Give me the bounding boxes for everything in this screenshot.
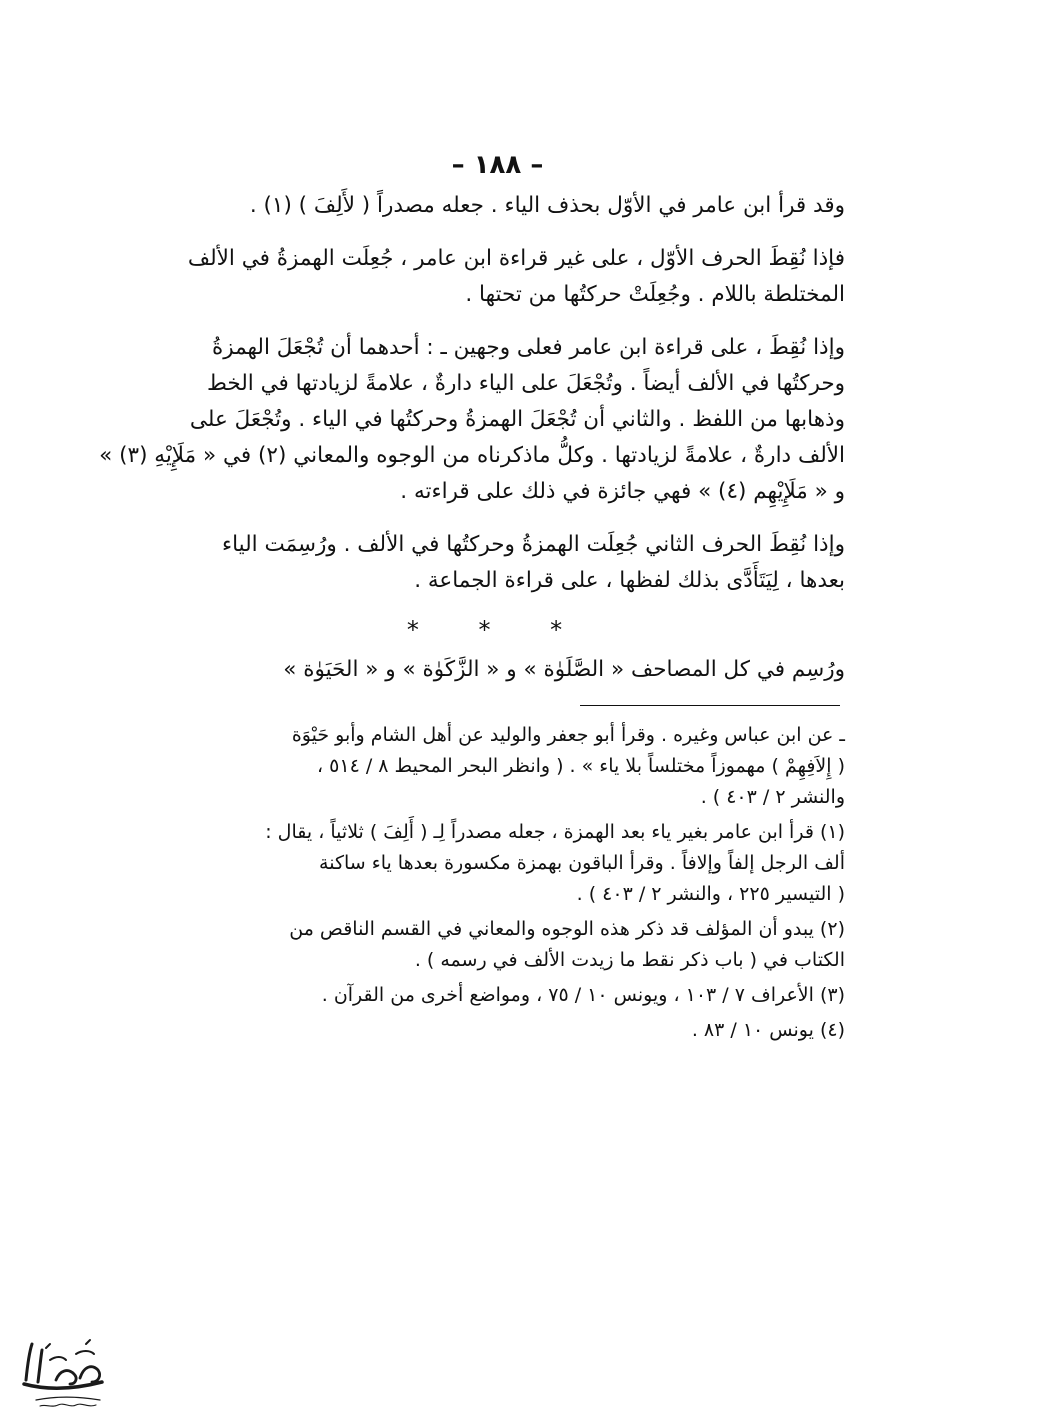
text-line: فإذا نُقِطَ الحرف الأوّل ، على غير قراءة ابن عامر ، جُعِلَت الهمزةُ في الألف	[187, 246, 845, 271]
text-line: وحركتُها في الألف أيضاً . وتُجْعَلَ على الياء دارةٌ ، علامةً لزيادتها في الخط	[206, 371, 845, 396]
paragraph-3	[99, 330, 845, 510]
footnotes	[150, 720, 845, 1046]
footnote-3	[150, 980, 845, 1011]
footnote-line: (٤) يونس ١٠ / ٨٣ .	[691, 1019, 845, 1041]
footnote-continued	[150, 720, 845, 813]
text-line: ورُسِم في كل المصاحف « الصَّلَوٰة » و « الزَّكَوٰة » و « الحَيَوٰة »	[283, 657, 845, 682]
page-number: – ١٨٨ –	[451, 150, 544, 180]
section-divider-stars: * * *	[406, 616, 589, 644]
paragraph-5	[150, 652, 845, 688]
footnote-separator-wrap	[150, 705, 845, 706]
footnote-line: (٣) الأعراف ٧ / ١٠٣ ، ويونس ١٠ / ٧٥ ، ومواضع أخرى من القرآن .	[321, 984, 845, 1006]
paragraph-4	[150, 527, 845, 599]
paragraph-1	[150, 188, 845, 224]
footnote-line: (١) قرأ ابن عامر بغير ياء بعد الهمزة ، جعله مصدراً لِـ ( أَلِفَ ) ثلاثياً ، يقال :	[265, 821, 845, 843]
text-line: بعدها ، لِيَتَأَدَّى بذلك لفظها ، على قراءة الجماعة .	[414, 568, 845, 593]
footnote-line: ـ عن ابن عباس وغيره . وقرأ أبو جعفر والوليد عن أهل الشام وأبو حَيْوَة	[291, 724, 845, 746]
footnote-line: الكتاب في ( باب ذكر نقط ما زيدت الألف في رسمه ) .	[414, 949, 845, 971]
paragraph-2	[150, 241, 845, 313]
text-line: وذهابها من اللفظ . والثاني أن تُجْعَلَ الهمزةُ وحركتُها في الياء . وتُجْعَلَ على	[189, 407, 845, 432]
footnote-line: ( إِلاَفِهِمْ ) مهموزاً مختلساً بلا ياء » . ( وانظر البحر المحيط ٨ / ٥١٤ ،	[317, 755, 845, 777]
text-line: الألف دارةٌ ، علامةً لزيادتها . وكلُّ ماذكرناه من الوجوه والمعاني (٢) في « مَلَإِيْهِ (٣) »	[99, 443, 845, 468]
main-text	[99, 188, 845, 688]
footnote-4	[150, 1015, 845, 1046]
text-line: وإذا نُقِطَ ، على قراءة ابن عامر فعلى وجهين ـ : أحدهما أن تُجْعَلَ الهمزةُ	[211, 335, 845, 360]
footnote-separator	[580, 705, 840, 706]
footnote-1	[150, 817, 845, 910]
text-line: و « مَلَإِيْهِم (٤) » فهي جائزة في ذلك على قراءته .	[400, 479, 845, 504]
text-line: المختلطة باللام . وجُعِلَتْ حركتُها من تحتها .	[465, 282, 845, 307]
text-line: وإذا نُقِطَ الحرف الثاني جُعِلَت الهمزةُ وحركتُها في الألف . ورُسِمَت الياء	[221, 532, 845, 557]
footnote-line: ( التيسير ٢٢٥ ، والنشر ٢ / ٤٠٣ ) .	[576, 883, 845, 905]
page	[99, 150, 845, 1050]
footnote-line: والنشر ٢ / ٤٠٣ ) .	[700, 786, 845, 808]
footnote-line: ألف الرجل إلفاً وإلافاً . وقرأ الباقون بهمزة مكسورة بعدها ياء ساكنة	[319, 852, 845, 874]
footnote-line: (٢) يبدو أن المؤلف قد ذكر هذه الوجوه والمعاني في القسم الناقص من	[289, 918, 845, 940]
text-line: وقد قرأ ابن عامر في الأوّل بحذف الياء . جعله مصدراً ( لأَلِفَ ) (١) .	[249, 193, 845, 218]
calligraphy-stamp-icon	[16, 1320, 112, 1420]
footnote-2	[150, 914, 845, 976]
